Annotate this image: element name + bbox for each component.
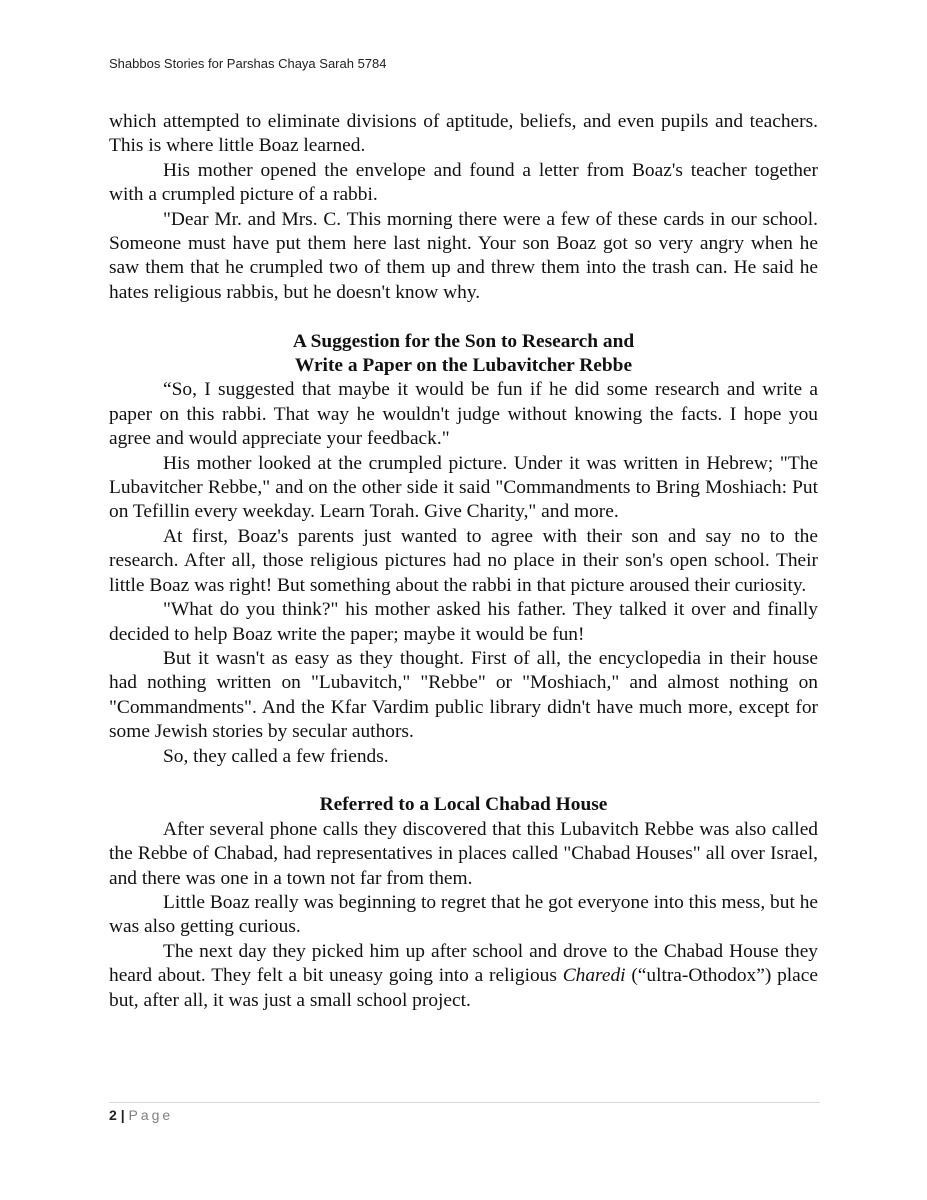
paragraph: Little Boaz really was beginning to regret that he got everyone into this mess, but he was also getting curious. — [109, 891, 818, 938]
section-heading: Referred to a Local Chabad House — [319, 794, 608, 816]
text-run: (“ultra-Othodox”) place but, after all, it was just a small school project. — [109, 965, 818, 1011]
spacer — [109, 305, 818, 329]
paragraph: At first, Boaz's parents just wanted to agree with their son and say no to the research. After all, those religious pictures had no place in their son's open school. Their little Boaz was right! But something about the rabbi in that picture aroused their curiosity. — [109, 525, 818, 596]
footer-separator: | — [120, 1107, 125, 1123]
text-run: The next day they picked him up after school and drove to the Chabad House they heard about. They felt a bit uneasy going into a religious — [109, 940, 818, 987]
section-heading-line-1: A Suggestion for the Son to Research and — [292, 330, 635, 352]
running-header: Shabbos Stories for Parshas Chaya Sarah 5784 — [109, 56, 387, 71]
footer-divider — [109, 1102, 820, 1103]
page-label: Page — [128, 1107, 174, 1123]
paragraph: But it wasn't as easy as they thought. First of all, the encyclopedia in their house had nothing written on "Lubavitch," "Rebbe" or "Moshiach," and almost nothing on "Commandments". And the Kfar Vardim public library didn't have much more, except for some Jewish stories by secular authors. — [109, 647, 818, 743]
paragraph: His mother opened the envelope and found a letter from Boaz's teacher together with a crumpled picture of a rabbi. — [109, 159, 818, 206]
paragraph: "Dear Mr. and Mrs. C. This morning there were a few of these cards in our school. Someone must have put them here last night. Your son Boaz got so very angry when he saw them that he crumpled two of them up and threw them into the trash can. He said he hates religious rabbis, but he doesn't know why. — [109, 208, 818, 303]
paragraph — [109, 940, 818, 1013]
section-heading-line-2: Write a Paper on the Lubavitcher Rebbe — [294, 355, 633, 377]
spacer — [109, 769, 818, 793]
paragraph: After several phone calls they discovered that this Lubavitch Rebbe was also called the Rebbe of Chabad, had representatives in places called "Chabad Houses" all over Israel, and there was one in a town not far from them. — [109, 818, 818, 889]
page-footer — [109, 1107, 173, 1123]
paragraph: His mother looked at the crumpled picture. Under it was written in Hebrew; "The Lubavitcher Rebbe," and on the other side it said "Commandments to Bring Moshiach: Put on Tefillin every weekday. Learn Torah. Give Charity," and more. — [109, 452, 818, 523]
section-heading — [109, 330, 818, 379]
page-number: 2 — [109, 1107, 117, 1123]
paragraph: which attempted to eliminate divisions of aptitude, beliefs, and even pupils and teachers. This is where little Boaz learned. — [109, 111, 818, 157]
italic-term: Charedi — [562, 965, 626, 987]
paragraph: “So, I suggested that maybe it would be fun if he did some research and write a paper on this rabbi. That way he wouldn't judge without knowing the facts. I hope you agree and would appreciate your feedback." — [109, 379, 818, 450]
paragraph: "What do you think?" his mother asked his father. They talked it over and finally decided to help Boaz write the paper; maybe it would be fun! — [109, 599, 818, 645]
paragraph: So, they called a few friends. — [163, 745, 389, 767]
page-body — [109, 110, 818, 1013]
